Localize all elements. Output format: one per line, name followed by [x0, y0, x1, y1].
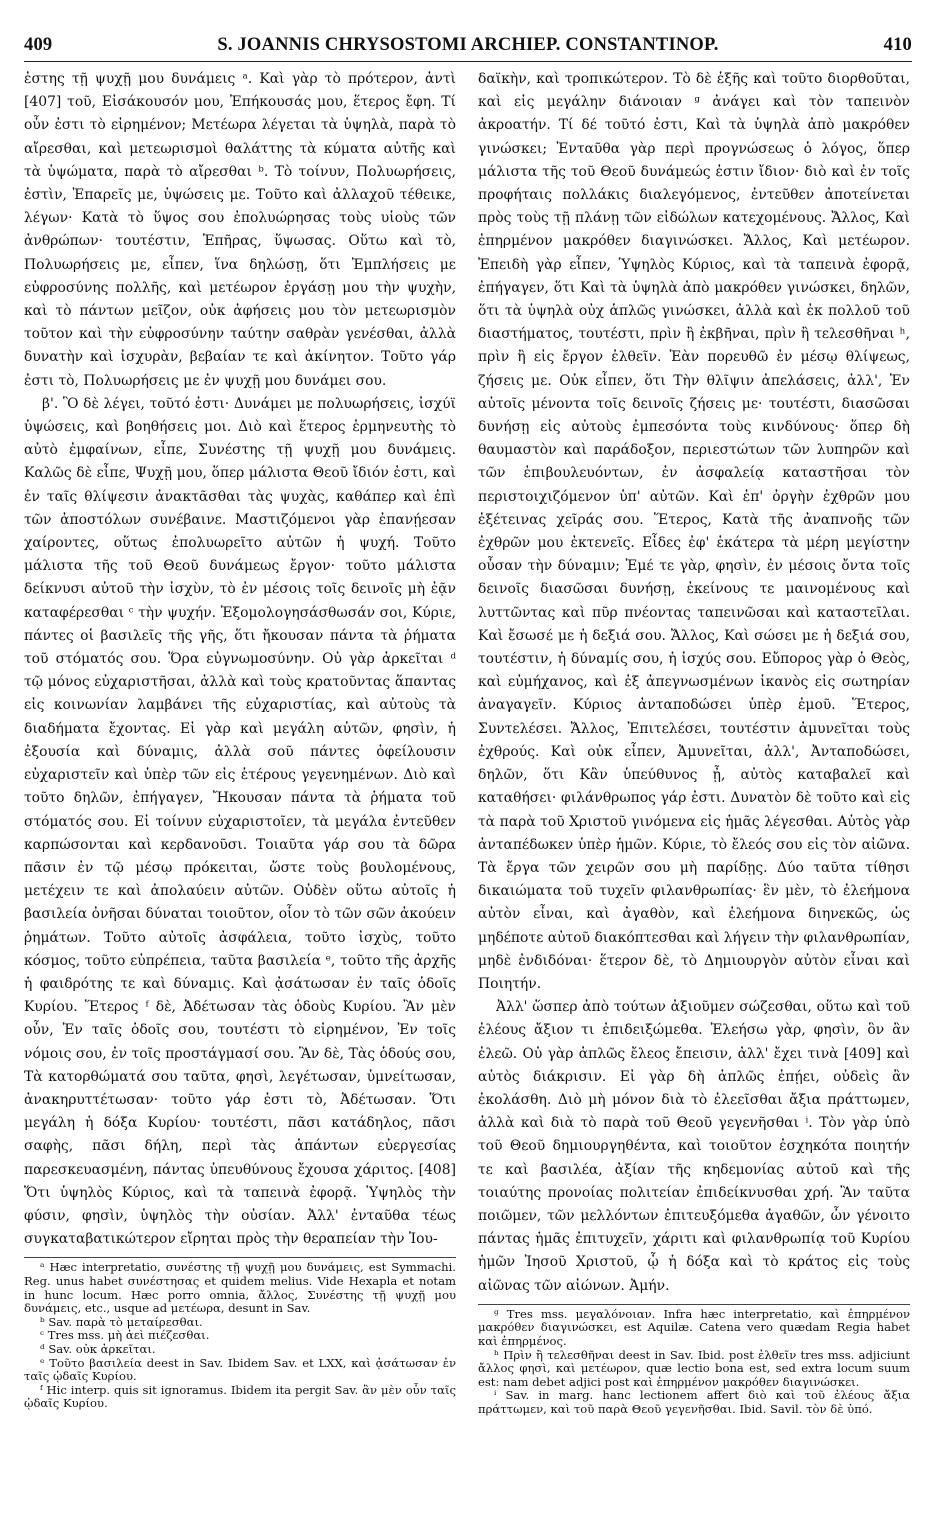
footnote: ʰ Πρὶν ἢ τελεσθῆναι deest in Sav. Ibid. post ἐλθεῖν tres mss. adjiciunt ἄλλος φησὶ, καὶ μετέωρον, quæ lectio bona est, sed extra locum suum est: nam debet adjici post καὶ ἐπηρμένον μακρόθεν διαγινώσκει. [478, 1347, 910, 1389]
left-body-text [24, 68, 456, 1251]
right-body-text [478, 68, 910, 1298]
left-paragraph: ἐστης τῇ ψυχῇ μου δυνάμεις ᵃ. Καὶ γὰρ τὸ πρότερον, ἀντὶ [407] τοῦ, Εἰσάκουσόν μου, Ἐπήκουσάς μου, ἕτερος ἔφη. Τί οὖν ἐστι τὸ εἰρημένον; Μετέωρα λέγεται τὰ ὑψηλὰ, παρὰ τὸ αἴρεσθαι, καὶ μετεωρισμοὶ θαλάττης τὰ κύματα αὐτῆς καὶ τὰ ὑψώματα, παρὰ τὸ αἴρεσθαι ᵇ. Τὸ τοίνυν, Πολυωρήσεις, ἐστὶν, Ἐπαρεῖς με, ὑψώσεις με. Τοῦτο καὶ ἀλλαχοῦ τέθεικε, λέγων· Κατὰ τὸ ὕψος σου ἐπολυώρησας τοὺς υἱοὺς τῶν ἀνθρώπων· τουτέστιν, Ἐπῆρας, ὕψωσας. Οὕτω καὶ τὸ, Πολυωρήσεις με, εἶπεν, ἵνα δηλώσῃ, ὅτι Ἐμπλήσεις με εὐφροσύνης πολλῆς, καὶ μετέωρον ἐργάσῃ μου τὴν ψυχὴν, καὶ τὸ πάντων μεῖζον, οὐκ ἀφήσεις μου τὸν μετεωρισμὸν τοῦτον καὶ τὴν εὐφροσύνην ταύτην σαθρὰν γενέσθαι, ἀλλὰ δυνατὴν καὶ ἰσχυρὰν, βεβαίαν τε καὶ ἀκίνητον. Τοῦτο γάρ ἐστι τὸ, Πολυωρήσεις με ἐν ψυχῇ μου δυνάμει σου. [24, 71, 456, 389]
right-paragraph: δαϊκὴν, καὶ τροπικώτερον. Τὸ δὲ ἑξῆς καὶ τοῦτο διορθοῦται, καὶ εἰς μεγάλην διάνοιαν ᵍ ἀνάγει καὶ τὸν ταπεινὸν ἀκροατήν. Τί δέ τοῦτό ἐστι, Καὶ τὰ ὑψηλὰ ἀπὸ μακρόθεν γινώσκει; Ἐνταῦθα γὰρ περὶ προγνώσεως ὁ λόγος, ὅπερ μάλιστα τῆς τοῦ Θεοῦ δυνάμεώς ἐστιν ἴδιον· διὸ καὶ ἐν τοῖς προφήταις πολλάκις διαλεγόμενος, ἐντεῦθεν ἀποτείνεται πρὸς τοὺς τῇ πλάνῃ τῶν εἰδώλων κατεχομένους. Ἄλλος, Καὶ ἐπηρμένον μακρόθεν διαγινώσκει. Ἄλλος, Καὶ μετέωρον. Ἐπειδὴ γὰρ εἶπεν, Ὑψηλὸς Κύριος, καὶ τὰ ταπεινὰ ἐφορᾷ, ἐπήγαγεν, ὅτι Καὶ τὰ ὑψηλὰ ἀπὸ μακρόθεν γινώσκει, δηλῶν, ὅτι τὰ ὑψηλὰ οὐχ ἁπλῶς γινώσκει, ἀλλὰ καὶ ἐκ πολλοῦ τοῦ διαστήματος, τουτέστι, πρὶν ἢ ἐκβῆναι, πρὶν ἢ τελεσθῆναι ʰ, πρὶν ἢ εἰς ἔργον ἐλθεῖν. Ἐὰν πορευθῶ ἐν μέσῳ θλίψεως, ζήσεις με. Οὐκ εἶπεν, ὅτι Τὴν θλῖψιν ἀπελάσεις, ἀλλ', Ἐν αὐτοῖς μένοντα τοῖς δεινοῖς ζήσεις με· τουτέστι, διασῶσαι δυνήσῃ εἰς αὐτοὺς ἐμπεσόντα τοὺς κινδύνους· ὅπερ δὴ θαυμαστὸν καὶ παράδοξον, περιεστώτων τῶν λυπηρῶν καὶ τῶν ἐπιβουλευόντων, ἐν ἀσφαλείᾳ καταστῆσαι τὸν περιστοιχιζόμενον ὑπ' αὐτῶν. Καὶ ἐπ' ὀργὴν ἐχθρῶν μου ἐξέτεινας χεῖράς σου. Ἕτερος, Κατὰ τῆς ἀναπνοῆς τῶν ἐχθρῶν μου ἐκτενεῖς. Εἶδες ἐφ' ἑκάτερα τὰ μέρη μεγίστην οὖσαν τὴν δύναμιν; Ἐμέ τε γὰρ, φησὶν, ἐν μέσοις ὄντα τοῖς δεινοῖς διασῶσαι δυνήσῃ, ἐκείνους τε μαινομένους καὶ λυττῶντας καὶ πῦρ πνέοντας ταπεινῶσαι καὶ καταστεῖλαι. Καὶ ἔσωσέ με ἡ δεξιά σου. Ἄλλος, Καὶ σώσει με ἡ δεξιά σου, τουτέστιν, ἡ δύναμίς σου, ἡ ἰσχύς σου. Εὔπορος γὰρ ὁ Θεὸς, καὶ εὐμήχανος, καὶ ἐξ ἀπεγνωσμένων ἱκανὸς εἰς σωτηρίαν ἀναγαγεῖν. Κύριος ἀνταποδώσει ὑπὲρ ἐμοῦ. Ἕτερος, Συντελέσει. Ἄλλος, Ἐπιτελέσει, τουτέστιν ἀμυνεῖται τοὺς ἐχθρούς. Καὶ οὐκ εἶπεν, Ἀμυνεῖται, ἀλλ', Ἀνταποδώσει, δηλῶν, ὅτι Κἂν ὑπεύθυνος ᾖ, αὐτὸς καταβαλεῖ καὶ καταθήσει· φιλάνθρωπος γάρ ἐστι. Δυνατὸν δὲ τοῦτο καὶ εἰς τὰ παρὰ τοῦ Χριστοῦ γινόμενα εἰς ἡμᾶς λέγεσθαι. Αὐτὸς γὰρ ἀνταπέδωκεν ὑπὲρ ἡμῶν. Κύριε, τὸ ἔλεός σου εἰς τὸν αἰῶνα. Τὰ ἔργα τῶν χειρῶν σου μὴ παρίδῃς. Δύο ταῦτα τίθησι δικαιώματα τοῦ τυχεῖν φιλανθρωπίας· ἓν μὲν, τὸ ἐλεήμονα αὐτὸν εἶναι, καὶ ἀγαθὸν, καὶ ἐλεήμονα διηνεκῶς, ὡς μηδέποτε αὐτοῦ διακόπτεσθαι καὶ λήγειν τὴν φιλανθρωπίαν, μηδὲ ἐνδιδόναι· ἕτερον δὲ, τὸ Δημιουργὸν αὐτὸν εἶναι καὶ Ποιητήν. [478, 71, 910, 992]
right-paragraph: Ἀλλ' ὥσπερ ἀπὸ τούτων ἀξιοῦμεν σώζεσθαι, οὕτω καὶ τοῦ ἐλέους ἄξιον τι ἐπιδειξώμεθα. Ἐλεήσω γὰρ, φησὶν, ὃν ἂν ἐλεῶ. Οὐ γὰρ ἁπλῶς ἔλεος ἔπεισιν, ἀλλ' ἔχει τινὰ [409] καὶ αὐτὸς διάκρισιν. Εἰ γὰρ δὴ ἁπλῶς ἐπῄει, οὐδεὶς ἂν ἐκολάσθη. Διὸ μὴ μόνον διὰ τὸ ἐλεεῖσθαι ἄξια πράττωμεν, ἀλλὰ καὶ διὰ τὸ παρὰ τοῦ Θεοῦ γεγενῆσθαι ⁱ. Τὸν γὰρ ὑπὸ τοῦ Θεοῦ δημιουργηθέντα, καὶ τοιοῦτον ἐσχηκότα ποιητήν τε καὶ βασιλέα, ἀξίαν τῆς κηδεμονίας αὐτοῦ καὶ τῆς τοιαύτης προνοίας πολιτείαν ἐπιδείκνυσθαι χρή. Ἂν ταῦτα ποιῶμεν, τῶν μελλόντων ἐπιτευξόμεθα ἀγαθῶν, ὧν γένοιτο πάντας ἡμᾶς ἐπιτυχεῖν, χάριτι καὶ φιλανθρωπίᾳ τοῦ Κυρίου ἡμῶν Ἰησοῦ Χριστοῦ, ᾧ ἡ δόξα καὶ τὸ κράτος εἰς τοὺς αἰῶνας τῶν αἰώνων. Ἀμήν. [478, 999, 910, 1294]
footnote: ᵇ Sav. παρὰ τὸ μεταίρεσθαι. [40, 1314, 203, 1329]
book-page [24, 32, 912, 1522]
footnote: ᵃ Hæc interpretatio, συνέστης τῇ ψυχῇ μου δυνάμεις, est Symmachi. Reg. unus habet συνέστησας et quidem melius. Vide Hexapla et notam in hunc locum. Hæc porro omnia, ἄλλος, Συνέστης τῇ ψυχῇ μου δυνάμεις, etc., usque ad μετέωρα, desunt in Sav. [24, 1260, 456, 1316]
left-footnotes [24, 1261, 456, 1411]
left-paragraph: β'. Ὃ δὲ λέγει, τοῦτό ἐστι· Δυνάμει με πολυωρήσεις, ἰσχύϊ ὑψώσεις, καὶ βοηθήσεις μοι. Διὸ καὶ ἕτερος ἑρμηνευτὴς τὸ αὐτὸ ἐμφαίνων, εἶπε, Συνέστης τῇ ψυχῇ μου δυνάμεις. Καλῶς δὲ εἶπε, Ψυχῇ μου, ὅπερ μάλιστα Θεοῦ ἴδιόν ἐστι, καὶ ἐν ταῖς θλίψεσιν ἀνακτᾶσθαι τὰς ψυχὰς, καθάπερ καὶ ἐπὶ τῶν ἀποστόλων συνέβαινε. Μαστιζόμενοι γὰρ ἐπανῄεσαν χαίροντες, οὕτως ἐπολυωρεῖτο αὐτῶν ἡ ψυχή. Τοῦτο μάλιστα τῆς τοῦ Θεοῦ δυνάμεως ἔργον· τοῦτο μάλιστα δείκνυσι αὐτοῦ τὴν ἰσχὺν, τὸ ἐν μέσοις τοῖς δεινοῖς μὴ ἐᾷν καταφέρεσθαι ᶜ τὴν ψυχήν. Ἐξομολογησάσθωσάν σοι, Κύριε, πάντες οἱ βασιλεῖς τῆς γῆς, ὅτι ἤκουσαν πάντα τὰ ῥήματα τοῦ στόματός σου. Ὅρα εὐγνωμοσύνην. Οὐ γὰρ ἀρκεῖται ᵈ τῷ μόνος εὐχαριστῆσαι, ἀλλὰ καὶ τοὺς κρατοῦντας ἅπαντας εἰς κοινωνίαν λαμβάνει τῆς εὐχαριστίας, καὶ αὐτοὺς τὰ διαδήματα ἔχοντας. Εἰ γὰρ καὶ μεγάλη αὐτῶν, φησὶν, ἡ ἐξουσία καὶ δύναμις, ἀλλὰ σοῦ πάντες ὀφείλουσιν εὐχαριστεῖν καὶ ὑπὲρ τῶν εἰς ἑτέρους γεγενημένων. Διὸ καὶ τοῦτο δηλῶν, ἐπήγαγεν, Ἤκουσαν πάντα τὰ ῥήματα τοῦ στόματός σου. Εἰ τοίνυν εὐχαριστοῖεν, τὰ μεγάλα ἐντεῦθεν καρπώσονται καὶ κερδανοῦσι. Τοιαῦτα γάρ σου τὰ δῶρα πᾶσιν ἐν τῷ μέσῳ πρόκειται, ὥστε τοὺς βουλομένους, μετέχειν τε καὶ ἀπολαύειν αὐτῶν. Οὐδὲν οὕτω αὐτοῖς ἡ βασιλεία ὀνῆσαι δύναται τοιοῦτον, οἷον τὸ τῶν σῶν ἀκούειν ῥημάτων. Τοῦτο αὐτοῖς ἀσφάλεια, τοῦτο ἰσχὺς, τοῦτο κόσμος, τοῦτο εὐπρέπεια, ταῦτα βασιλεία ᵉ, τοῦτο τῆς ἀρχῆς ἡ φαιδρότης τε καὶ δύναμις. Καὶ ᾀσάτωσαν ἐν ταῖς ὁδοῖς Κυρίου. Ἕτερος ᶠ δὲ, Ἀδέτωσαν τὰς ὁδοὺς Κυρίου. Ἂν μὲν οὖν, Ἐν ταῖς ὁδοῖς σου, τουτέστι τὸ εἰρημένον, Ἐν τοῖς νόμοις σου, ἐν τοῖς προστάγμασί σου. Ἂν δὲ, Τὰς ὁδούς σου, Τὰ κατορθώματά σου ταῦτα, φησὶ, λεγέτωσαν, ὑμνείτωσαν, ἀνακηρυττέτωσαν· τοῦτο γάρ ἐστι τὸ, Ἀδέτωσαν. Ὅτι μεγάλη ἡ δόξα Κυρίου· τουτέστι, πᾶσι κατάδηλος, πᾶσι σαφὴς, πᾶσι δήλη, περὶ τὰς ἁπάντων εὐεργεσίας παρεσκευασμένη, πάντας ὑπευθύνους ἔχουσα χάριτος. [408] Ὅτι ὑψηλὸς Κύριος, καὶ τὰ ταπεινὰ ἐφορᾷ. Ὑψηλὸς τὴν φύσιν, φησὶν, ὑψηλὸς τὴν οὐσίαν. Ἀλλ' ἐνταῦθα τέως συγκαταβατικώτερον εἴρηται πρὸς τὴν θεραπείαν τὴν Ἰου- [24, 395, 456, 1248]
footnote: ᶠ Hic interp. quis sit ignoramus. Ibidem ita pergit Sav. ἂν μὲν οὖν ταῖς ᾠδαῖς Κυρίου. [24, 1382, 456, 1411]
running-header [24, 32, 912, 58]
page-number-left: 409 [24, 34, 53, 55]
page-number-right: 410 [883, 34, 912, 55]
running-title: S. JOANNIS CHRYSOSTOMI ARCHIEP. CONSTANTINOP. [217, 34, 719, 55]
footnote-separator [24, 1257, 456, 1258]
left-column [24, 68, 456, 1411]
footnote: ⁱ Sav. in marg. hanc lectionem affert διὸ καὶ τοῦ ἐλέους ἄξια πράττωμεν, καὶ τοῦ παρὰ Θεοῦ γεγενῆσθαι. Ibid. Savil. τὸν δὲ ὑπό. [478, 1388, 910, 1416]
footnote: ᶜ Tres mss. μὴ ἀεὶ πιέζεσθαι. [40, 1328, 210, 1343]
footnote-separator [478, 1304, 910, 1305]
header-rule [24, 61, 912, 62]
footnote: ᵍ Tres mss. μεγαλόνοιαν. Infra hæc interpretatio, καὶ ἐπηρμένον μακρόθεν διαγινώσκει, est Aquilæ. Catena vero quædam Regia habet καὶ ἐπηρμένος. [478, 1306, 910, 1348]
footnote: ᵈ Sav. οὐκ ἀρκεῖται. [40, 1341, 156, 1356]
right-footnotes [478, 1308, 910, 1417]
footnote: ᵉ Τοῦτο βασιλεία deest in Sav. Ibidem Sav. et LXX, καὶ ᾀσάτωσαν ἐν ταῖς ᾠδαῖς Κυρίου. [24, 1355, 456, 1384]
right-column [478, 68, 910, 1417]
